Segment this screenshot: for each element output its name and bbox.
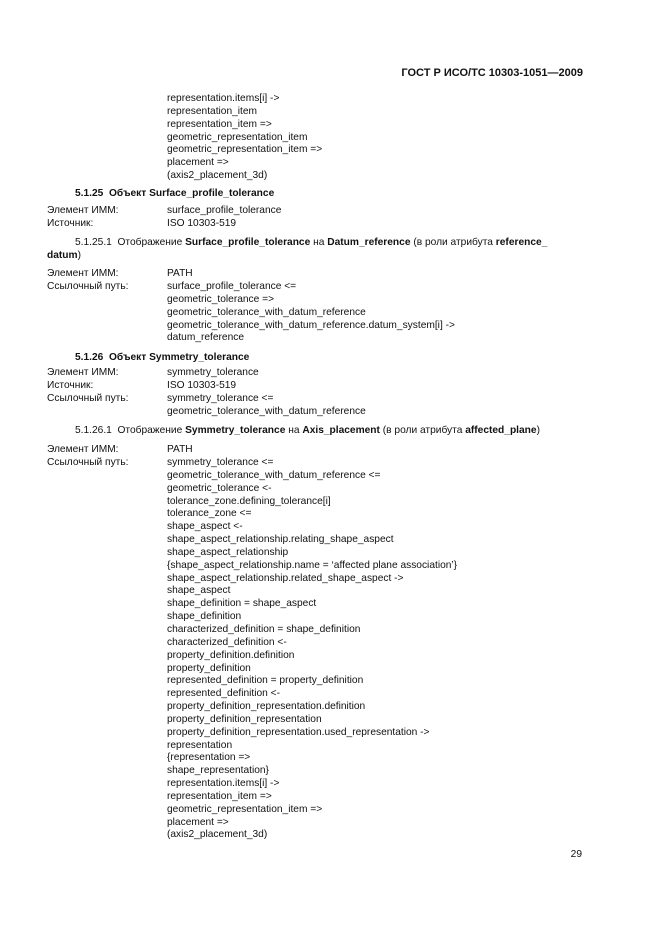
mapping-attribute: reference_ [495, 237, 548, 248]
source-label: Источник: [47, 218, 94, 229]
path-line: symmetry_tolerance <= [167, 393, 274, 404]
path-line: geometric_representation_item => [167, 144, 323, 156]
path-line: representation.items[i] -> [167, 778, 280, 790]
path-line: property_definition.definition [167, 649, 295, 661]
path-line: geometric_representation_item => [167, 803, 323, 815]
path-line: representation_item => [167, 790, 272, 802]
mapping-attribute: affected_plane [465, 425, 537, 436]
mapping-role: (в роли атрибута [382, 425, 463, 436]
section-heading-5-1-26 [75, 352, 249, 364]
path-line: {representation => [167, 752, 251, 764]
path-line: placement => [167, 816, 229, 828]
element-value: PATH [167, 268, 193, 279]
path-line: representation.items[i] -> [167, 93, 280, 104]
mapping-target: Datum_reference [327, 237, 411, 248]
path-line: (axis2_placement_3d) [167, 829, 268, 841]
path-line: shape_definition [167, 611, 242, 623]
mapping-on: на [288, 425, 300, 436]
path-line: geometric_tolerance <- [167, 482, 272, 494]
mapping-role-close: ) [536, 425, 540, 436]
path-line: tolerance_zone.defining_tolerance[i] [167, 495, 331, 507]
source-value: ISO 10303-519 [167, 218, 237, 229]
path-line: surface_profile_tolerance <= [167, 281, 297, 292]
reference-path-label: Ссылочный путь: [47, 457, 129, 468]
element-label: Элемент ИММ: [47, 367, 119, 378]
path-line: represented_definition <- [167, 688, 280, 700]
path-line: geometric_tolerance_with_datum_reference [167, 405, 366, 417]
reference-path-label: Ссылочный путь: [47, 393, 129, 404]
mapping-word: Отображение [117, 237, 183, 248]
mapping-heading-continuation [47, 250, 81, 262]
reference-path-block [167, 457, 457, 842]
path-line: shape_definition = shape_aspect [167, 598, 317, 610]
section-number: 5.1.25 [75, 188, 104, 199]
element-label: Элемент ИММ: [47, 268, 119, 279]
mapping-heading-5-1-26-1 [75, 425, 540, 437]
section-number: 5.1.26 [75, 352, 104, 363]
mapping-word: Отображение [117, 425, 183, 436]
path-line: geometric_tolerance_with_datum_reference [167, 306, 366, 318]
mapping-target: Axis_placement [302, 425, 380, 436]
path-line: characterized_definition = shape_definition [167, 623, 361, 635]
mapping-object: Surface_profile_tolerance [185, 237, 311, 248]
path-line: property_definition_representation [167, 713, 322, 725]
mapping-role-close: ) [77, 250, 81, 261]
path-line: representation [167, 739, 233, 751]
path-line: (axis2_placement_3d) [167, 170, 268, 182]
path-line: shape_representation} [167, 765, 269, 777]
path-line: placement => [167, 157, 229, 169]
mapping-heading-5-1-25-1 [75, 237, 547, 249]
mapping-role: (в роли атрибута [413, 237, 493, 248]
reference-path-label: Ссылочный путь: [47, 281, 129, 292]
mapping-number: 5.1.26.1 [75, 425, 112, 436]
mapping-object: Symmetry_tolerance [185, 425, 286, 436]
source-value: ISO 10303-519 [167, 380, 237, 391]
path-line: datum_reference [167, 332, 245, 344]
section-heading-5-1-25 [75, 188, 274, 200]
path-line: characterized_definition <- [167, 636, 287, 648]
page-number: 29 [570, 849, 582, 860]
reference-path-block [167, 281, 455, 345]
path-line: representation_item => [167, 118, 272, 130]
section-word: Объект [109, 188, 147, 199]
path-line: shape_aspect [167, 585, 231, 597]
mapping-attribute-cont: datum [47, 250, 78, 261]
path-line: property_definition_representation.used_representation -> [167, 726, 430, 738]
path-line: geometric_tolerance_with_datum_reference <= [167, 469, 381, 481]
element-label: Элемент ИММ: [47, 444, 119, 455]
section-object-name: Surface_profile_tolerance [149, 188, 275, 199]
top-path-block [167, 93, 322, 183]
section-word: Объект [109, 352, 147, 363]
path-line: symmetry_tolerance <= [167, 457, 274, 468]
element-value: symmetry_tolerance [167, 367, 259, 378]
mapping-number: 5.1.25.1 [75, 237, 112, 248]
reference-path-block [167, 393, 366, 419]
path-line: property_definition [167, 662, 251, 674]
path-line: {shape_aspect_relationship.name = ‘affected plane association’} [167, 559, 458, 571]
path-line: geometric_tolerance_with_datum_reference.datum_system[i] -> [167, 319, 455, 331]
path-line: shape_aspect <- [167, 521, 243, 533]
path-line: shape_aspect_relationship [167, 546, 289, 558]
path-line: shape_aspect_relationship.relating_shape_aspect [167, 534, 394, 546]
path-line: representation_item [167, 105, 258, 117]
section-object-name: Symmetry_tolerance [149, 352, 250, 363]
source-label: Источник: [47, 380, 94, 391]
path-line: geometric_tolerance => [167, 293, 275, 305]
element-label: Элемент ИММ: [47, 205, 119, 216]
path-line: property_definition_representation.definition [167, 701, 366, 713]
element-value: PATH [167, 444, 193, 455]
path-line: represented_definition = property_definition [167, 675, 364, 687]
document-header: ГОСТ Р ИСО/ТС 10303-1051—2009 [401, 67, 583, 79]
path-line: shape_aspect_relationship.related_shape_aspect -> [167, 572, 404, 584]
element-value: surface_profile_tolerance [167, 205, 282, 216]
mapping-on: на [313, 237, 325, 248]
path-line: tolerance_zone <= [167, 508, 252, 520]
path-line: geometric_representation_item [167, 131, 308, 143]
